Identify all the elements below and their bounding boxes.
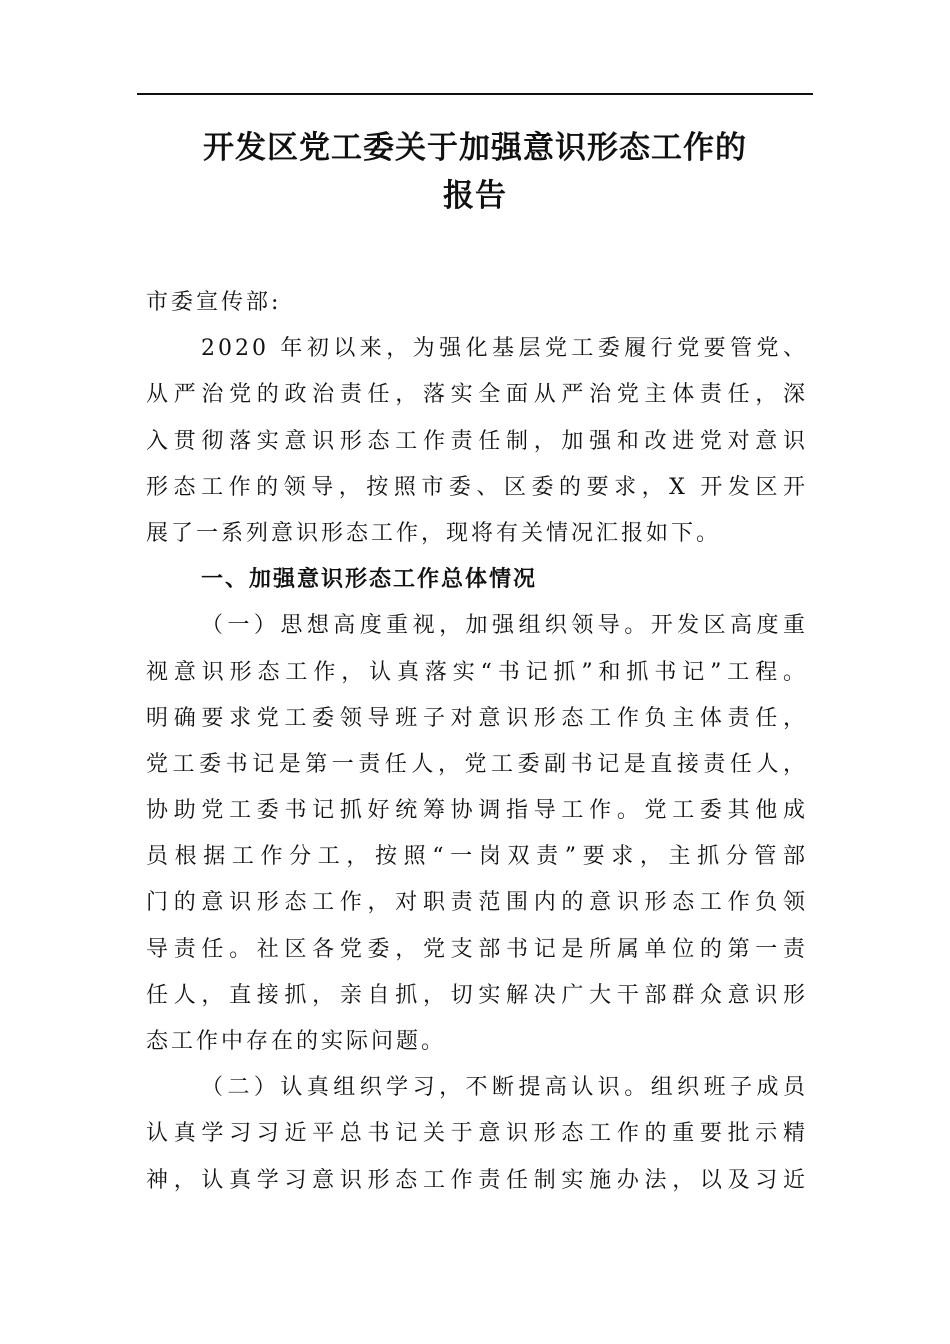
subsection-1-line: 任人，直接抓，亲自抓，切实解决广大干部群众意识形 [146, 982, 808, 1008]
subsection-2-line: 神，认真学习意识形态工作责任制实施办法，以及习近 [146, 1167, 808, 1193]
intro-line: 2020 年初以来，为强化基层党工委履行党要管党、 [201, 336, 808, 362]
document-title [137, 124, 813, 220]
subsection-1-line: 协助党工委书记抓好统筹协调指导工作。党工委其他成 [146, 798, 808, 824]
intro-line: 从严治党的政治责任，落实全面从严治党主体责任，深 [146, 382, 808, 408]
subsection-1-line: 党工委书记是第一责任人，党工委副书记是直接责任人， [146, 751, 808, 777]
title-line-2: 报告 [443, 178, 507, 214]
intro-line: 形态工作的领导，按照市委、区委的要求，X 开发区开 [146, 474, 808, 500]
subsection-1-line: 门的意识形态工作，对职责范围内的意识形态工作负领 [146, 890, 808, 916]
header-rule [137, 93, 813, 95]
title-line-1: 开发区党工委关于加强意识形态工作的 [203, 130, 747, 166]
intro-line: 展了一系列意识形态工作，现将有关情况汇报如下。 [146, 520, 722, 546]
subsection-1-line: 导责任。社区各党委，党支部书记是所属单位的第一责 [146, 936, 808, 962]
salutation: 市委宣传部: [146, 290, 282, 315]
subsection-1-line: 明确要求党工委领导班子对意识形态工作负主体责任， [146, 705, 808, 731]
subsection-1-line: 视意识形态工作，认真落实“书记抓”和抓书记”工程。 [146, 659, 808, 685]
intro-line: 入贯彻落实意识形态工作责任制，加强和改进党对意识 [146, 428, 808, 454]
subsection-1-line: 态工作中存在的实际问题。 [146, 1029, 447, 1054]
subsection-1-line: 员根据工作分工，按照“一岗双责”要求，主抓分管部 [146, 844, 808, 870]
document-body [146, 280, 808, 1204]
subsection-1-line: （一）思想高度重视，加强组织领导。开发区高度重 [201, 613, 808, 639]
subsection-2-line: 认真学习习近平总书记关于意识形态工作的重要批示精 [146, 1121, 808, 1147]
subsection-2-line: （二）认真组织学习，不断提高认识。组织班子成员 [201, 1075, 808, 1101]
section-heading: 一、加强意识形态工作总体情况 [201, 567, 538, 593]
